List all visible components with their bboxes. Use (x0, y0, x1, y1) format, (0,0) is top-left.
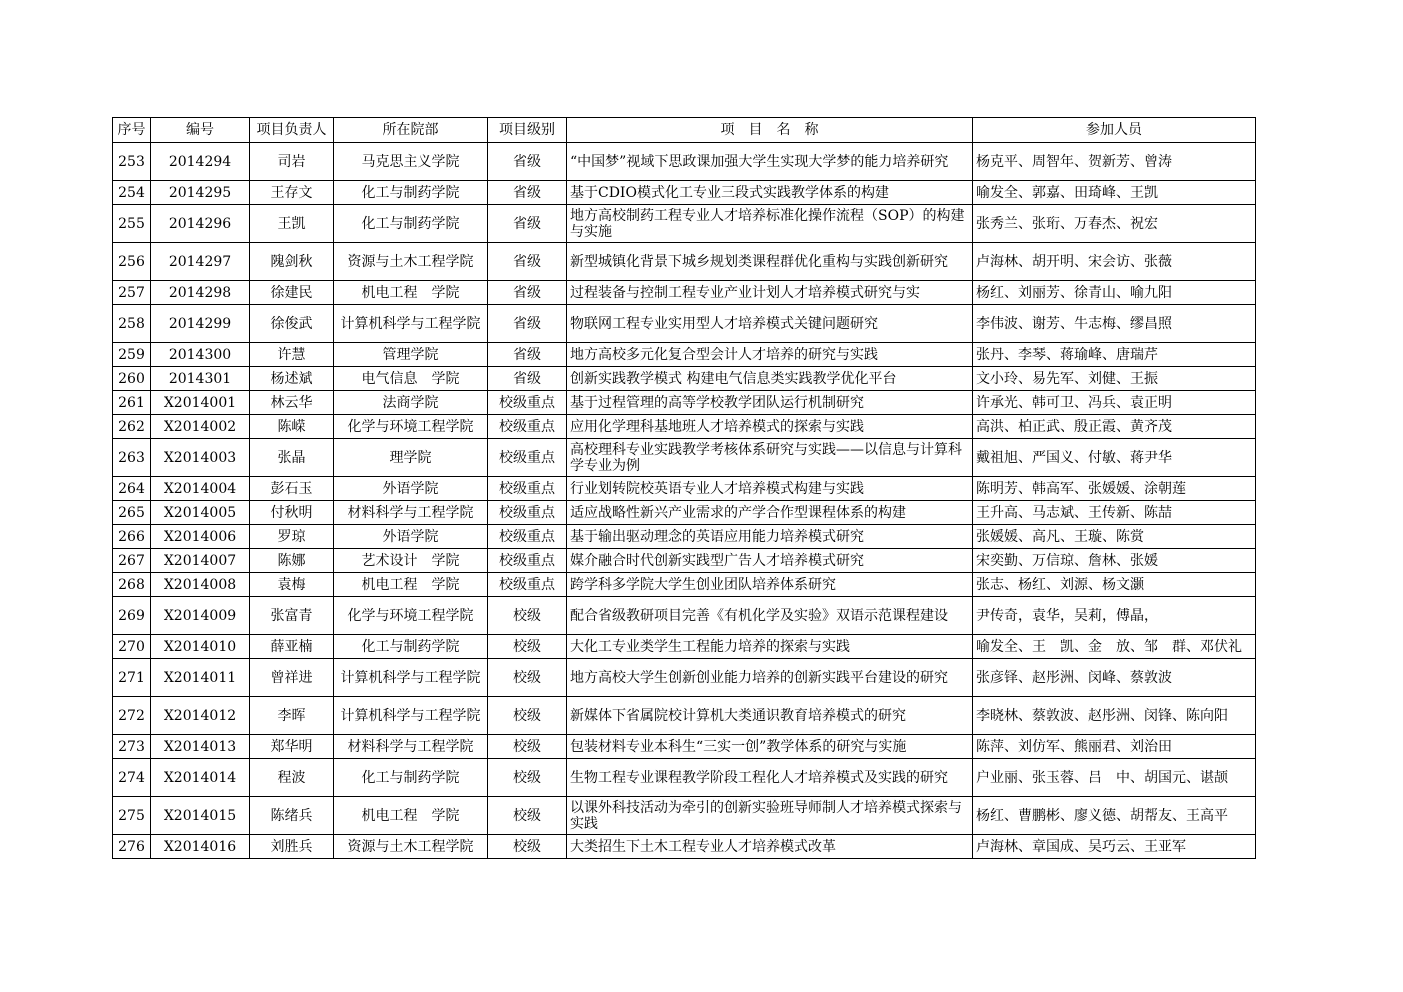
table-row (113, 243, 1256, 281)
cell-project-name: 包装材料专业本科生“三实一创”教学体系的研究与实施 (567, 735, 973, 759)
table-row (113, 501, 1256, 525)
cell-code: 2014300 (151, 343, 250, 367)
cell-participants: 王升高、马志斌、王传新、陈喆 (973, 501, 1256, 525)
cell-level: 省级 (488, 143, 567, 181)
cell-project-name: 大类招生下土木工程专业人才培养模式改革 (567, 835, 973, 859)
cell-seq: 265 (113, 501, 151, 525)
cell-level: 省级 (488, 181, 567, 205)
cell-seq: 267 (113, 549, 151, 573)
cell-project-name: 基于输出驱动理念的英语应用能力培养模式研究 (567, 525, 973, 549)
cell-project-name: 基于过程管理的高等学校教学团队运行机制研究 (567, 391, 973, 415)
cell-leader: 彭石玉 (250, 477, 334, 501)
cell-participants: 李晓林、蔡敦波、赵彤洲、闵锋、陈向阳 (973, 697, 1256, 735)
cell-department: 理学院 (334, 439, 488, 477)
cell-code: 2014295 (151, 181, 250, 205)
cell-code: X2014009 (151, 597, 250, 635)
table-header-row (113, 118, 1256, 143)
cell-leader: 罗琼 (250, 525, 334, 549)
cell-department: 机电工程 学院 (334, 573, 488, 597)
table-row (113, 181, 1256, 205)
cell-participants: 杨红、刘丽芳、徐青山、喻九阳 (973, 281, 1256, 305)
cell-participants: 戴祖旭、严国义、付敏、蒋尹华 (973, 439, 1256, 477)
cell-participants: 李伟波、谢芳、牛志梅、缪昌照 (973, 305, 1256, 343)
table-row (113, 735, 1256, 759)
cell-leader: 曾祥进 (250, 659, 334, 697)
table-row (113, 415, 1256, 439)
cell-department: 马克思主义学院 (334, 143, 488, 181)
cell-leader: 徐建民 (250, 281, 334, 305)
cell-seq: 270 (113, 635, 151, 659)
cell-project-name: 以课外科技活动为牵引的创新实验班导师制人才培养模式探索与实践 (567, 797, 973, 835)
table-row (113, 759, 1256, 797)
cell-leader: 林云华 (250, 391, 334, 415)
cell-participants: 陈明芳、韩高军、张媛媛、涂朝莲 (973, 477, 1256, 501)
cell-code: X2014011 (151, 659, 250, 697)
cell-participants: 尹传奇，袁华，吴莉，傅晶， (973, 597, 1256, 635)
cell-level: 校级重点 (488, 477, 567, 501)
cell-department: 化工与制药学院 (334, 635, 488, 659)
cell-department: 计算机科学与工程学院 (334, 659, 488, 697)
cell-seq: 262 (113, 415, 151, 439)
cell-participants: 户业丽、张玉蓉、吕 中、胡国元、谌颉 (973, 759, 1256, 797)
table-body (113, 143, 1256, 859)
cell-seq: 268 (113, 573, 151, 597)
header-participants: 参加人员 (973, 118, 1256, 143)
table-row (113, 549, 1256, 573)
cell-code: X2014012 (151, 697, 250, 735)
cell-department: 计算机科学与工程学院 (334, 697, 488, 735)
header-code: 编号 (151, 118, 250, 143)
cell-seq: 269 (113, 597, 151, 635)
cell-code: X2014008 (151, 573, 250, 597)
cell-participants: 陈萍、刘仿军、熊丽君、刘治田 (973, 735, 1256, 759)
cell-project-name: 大化工专业类学生工程能力培养的探索与实践 (567, 635, 973, 659)
cell-seq: 272 (113, 697, 151, 735)
header-leader: 项目负责人 (250, 118, 334, 143)
cell-level: 校级重点 (488, 391, 567, 415)
cell-code: X2014015 (151, 797, 250, 835)
cell-code: 2014299 (151, 305, 250, 343)
cell-leader: 张富青 (250, 597, 334, 635)
cell-code: X2014016 (151, 835, 250, 859)
cell-project-name: 创新实践教学模式 构建电气信息类实践教学优化平台 (567, 367, 973, 391)
cell-department: 化工与制药学院 (334, 205, 488, 243)
cell-seq: 257 (113, 281, 151, 305)
table-row (113, 635, 1256, 659)
cell-department: 材料科学与工程学院 (334, 735, 488, 759)
cell-participants: 喻发全、郭嘉、田琦峰、王凯 (973, 181, 1256, 205)
cell-code: X2014006 (151, 525, 250, 549)
cell-seq: 259 (113, 343, 151, 367)
cell-leader: 袁梅 (250, 573, 334, 597)
cell-department: 化学与环境工程学院 (334, 415, 488, 439)
cell-level: 校级重点 (488, 439, 567, 477)
cell-level: 校级重点 (488, 573, 567, 597)
cell-participants: 许承光、韩可卫、冯兵、袁正明 (973, 391, 1256, 415)
cell-participants: 张秀兰、张珩、万春杰、祝宏 (973, 205, 1256, 243)
cell-participants: 高洪、柏正武、殷正霞、黄齐茂 (973, 415, 1256, 439)
header-level: 项目级别 (488, 118, 567, 143)
cell-participants: 张丹、李琴、蒋瑜峰、唐瑞芹 (973, 343, 1256, 367)
cell-seq: 261 (113, 391, 151, 415)
header-seq: 序号 (113, 118, 151, 143)
cell-leader: 许慧 (250, 343, 334, 367)
cell-code: 2014297 (151, 243, 250, 281)
cell-participants: 张媛媛、高凡、王璇、陈赏 (973, 525, 1256, 549)
cell-leader: 程波 (250, 759, 334, 797)
cell-leader: 王存文 (250, 181, 334, 205)
cell-level: 省级 (488, 367, 567, 391)
cell-project-name: 地方高校大学生创新创业能力培养的创新实践平台建设的研究 (567, 659, 973, 697)
cell-level: 校级重点 (488, 501, 567, 525)
table-row (113, 367, 1256, 391)
cell-seq: 274 (113, 759, 151, 797)
cell-leader: 杨述斌 (250, 367, 334, 391)
cell-code: X2014005 (151, 501, 250, 525)
cell-project-name: 跨学科多学院大学生创业团队培养体系研究 (567, 573, 973, 597)
table-row (113, 391, 1256, 415)
cell-department: 化工与制药学院 (334, 759, 488, 797)
table-row (113, 697, 1256, 735)
cell-project-name: 新型城镇化背景下城乡规划类课程群优化重构与实践创新研究 (567, 243, 973, 281)
cell-level: 校级重点 (488, 525, 567, 549)
cell-code: 2014301 (151, 367, 250, 391)
table-row (113, 659, 1256, 697)
cell-code: X2014013 (151, 735, 250, 759)
cell-project-name: 物联网工程专业实用型人才培养模式关键问题研究 (567, 305, 973, 343)
cell-project-name: 适应战略性新兴产业需求的产学合作型课程体系的构建 (567, 501, 973, 525)
cell-code: 2014298 (151, 281, 250, 305)
cell-department: 管理学院 (334, 343, 488, 367)
cell-level: 校级重点 (488, 549, 567, 573)
cell-leader: 陈娜 (250, 549, 334, 573)
cell-leader: 刘胜兵 (250, 835, 334, 859)
cell-level: 省级 (488, 243, 567, 281)
cell-department: 资源与土木工程学院 (334, 835, 488, 859)
cell-seq: 264 (113, 477, 151, 501)
cell-project-name: 新媒体下省属院校计算机大类通识教育培养模式的研究 (567, 697, 973, 735)
cell-code: X2014007 (151, 549, 250, 573)
cell-department: 化工与制药学院 (334, 181, 488, 205)
table-row (113, 305, 1256, 343)
cell-leader: 陈嵘 (250, 415, 334, 439)
cell-leader: 陈绪兵 (250, 797, 334, 835)
cell-seq: 254 (113, 181, 151, 205)
cell-department: 外语学院 (334, 525, 488, 549)
cell-code: X2014014 (151, 759, 250, 797)
cell-project-name: 行业划转院校英语专业人才培养模式构建与实践 (567, 477, 973, 501)
cell-participants: 张志、杨红、刘源、杨文灏 (973, 573, 1256, 597)
cell-code: X2014004 (151, 477, 250, 501)
cell-leader: 李晖 (250, 697, 334, 735)
header-project-name: 项 目 名 称 (567, 118, 973, 143)
cell-leader: 隗剑秋 (250, 243, 334, 281)
table-row (113, 573, 1256, 597)
cell-level: 校级 (488, 697, 567, 735)
cell-department: 化学与环境工程学院 (334, 597, 488, 635)
table-row (113, 281, 1256, 305)
cell-leader: 郑华明 (250, 735, 334, 759)
cell-department: 机电工程 学院 (334, 797, 488, 835)
cell-project-name: 媒介融合时代创新实践型广告人才培养模式研究 (567, 549, 973, 573)
cell-level: 省级 (488, 305, 567, 343)
cell-code: 2014296 (151, 205, 250, 243)
header-department: 所在院部 (334, 118, 488, 143)
cell-department: 机电工程 学院 (334, 281, 488, 305)
table-row (113, 597, 1256, 635)
cell-project-name: 地方高校制药工程专业人才培养标准化操作流程（SOP）的构建与实施 (567, 205, 973, 243)
cell-seq: 260 (113, 367, 151, 391)
cell-code: 2014294 (151, 143, 250, 181)
cell-project-name: 地方高校多元化复合型会计人才培养的研究与实践 (567, 343, 973, 367)
cell-level: 校级 (488, 759, 567, 797)
cell-seq: 255 (113, 205, 151, 243)
cell-seq: 256 (113, 243, 151, 281)
cell-project-name: 应用化学理科基地班人才培养模式的探索与实践 (567, 415, 973, 439)
cell-leader: 王凯 (250, 205, 334, 243)
cell-level: 校级 (488, 835, 567, 859)
cell-level: 省级 (488, 205, 567, 243)
table-row (113, 205, 1256, 243)
cell-level: 校级 (488, 797, 567, 835)
cell-level: 校级 (488, 735, 567, 759)
cell-department: 电气信息 学院 (334, 367, 488, 391)
cell-seq: 258 (113, 305, 151, 343)
cell-level: 校级 (488, 635, 567, 659)
cell-seq: 273 (113, 735, 151, 759)
table-row (113, 797, 1256, 835)
project-table (112, 117, 1256, 859)
cell-level: 校级 (488, 659, 567, 697)
cell-participants: 卢海林、章国成、吴巧云、王亚军 (973, 835, 1256, 859)
cell-participants: 卢海林、胡开明、宋会访、张薇 (973, 243, 1256, 281)
cell-seq: 271 (113, 659, 151, 697)
cell-project-name: 过程装备与控制工程专业产业计划人才培养模式研究与实 (567, 281, 973, 305)
cell-seq: 253 (113, 143, 151, 181)
table-row (113, 477, 1256, 501)
cell-level: 省级 (488, 281, 567, 305)
cell-department: 外语学院 (334, 477, 488, 501)
table-row (113, 835, 1256, 859)
cell-seq: 276 (113, 835, 151, 859)
cell-leader: 张晶 (250, 439, 334, 477)
cell-participants: 文小玲、易先军、刘健、王振 (973, 367, 1256, 391)
cell-level: 校级 (488, 597, 567, 635)
cell-seq: 263 (113, 439, 151, 477)
cell-leader: 徐俊武 (250, 305, 334, 343)
cell-seq: 275 (113, 797, 151, 835)
table-row (113, 439, 1256, 477)
cell-leader: 司岩 (250, 143, 334, 181)
cell-department: 法商学院 (334, 391, 488, 415)
cell-level: 校级重点 (488, 415, 567, 439)
cell-leader: 薛亚楠 (250, 635, 334, 659)
cell-code: X2014002 (151, 415, 250, 439)
cell-participants: 宋奕勤、万信琼、詹林、张媛 (973, 549, 1256, 573)
cell-code: X2014003 (151, 439, 250, 477)
cell-department: 艺术设计 学院 (334, 549, 488, 573)
table-row (113, 343, 1256, 367)
cell-project-name: “中国梦”视域下思政课加强大学生实现大学梦的能力培养研究 (567, 143, 973, 181)
cell-participants: 喻发全、王 凯、金 放、邹 群、邓伏礼 (973, 635, 1256, 659)
cell-project-name: 生物工程专业课程教学阶段工程化人才培养模式及实践的研究 (567, 759, 973, 797)
cell-code: X2014010 (151, 635, 250, 659)
table-row (113, 525, 1256, 549)
cell-department: 计算机科学与工程学院 (334, 305, 488, 343)
cell-leader: 付秋明 (250, 501, 334, 525)
cell-participants: 杨红、曹鹏彬、廖义德、胡帮友、王高平 (973, 797, 1256, 835)
cell-project-name: 基于CDIO模式化工专业三段式实践教学体系的构建 (567, 181, 973, 205)
cell-seq: 266 (113, 525, 151, 549)
cell-department: 资源与土木工程学院 (334, 243, 488, 281)
table-row (113, 143, 1256, 181)
cell-project-name: 配合省级教研项目完善《有机化学及实验》双语示范课程建设 (567, 597, 973, 635)
cell-code: X2014001 (151, 391, 250, 415)
cell-participants: 张彦铎、赵彤洲、闵峰、蔡敦波 (973, 659, 1256, 697)
cell-level: 省级 (488, 343, 567, 367)
cell-project-name: 高校理科专业实践教学考核体系研究与实践——以信息与计算科学专业为例 (567, 439, 973, 477)
cell-participants: 杨克平、周智年、贺新芳、曾涛 (973, 143, 1256, 181)
cell-department: 材料科学与工程学院 (334, 501, 488, 525)
